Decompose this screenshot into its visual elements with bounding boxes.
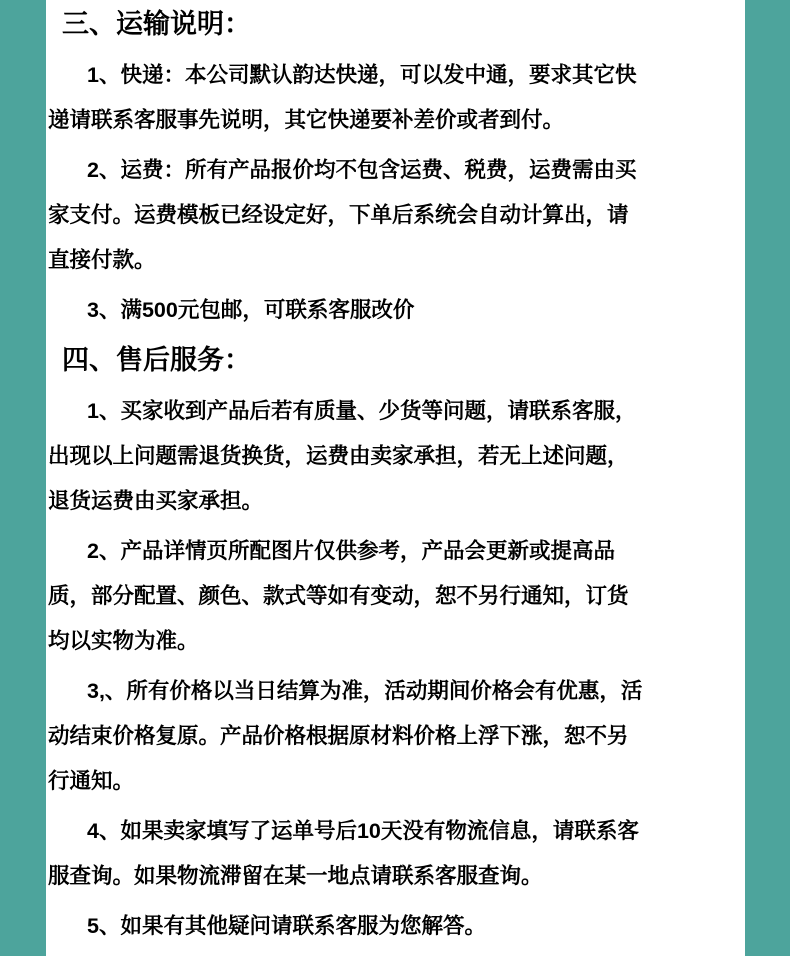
shipping-item-free-shipping: 3、满500元包邮，可联系客服改价 bbox=[87, 298, 415, 322]
left-margin-bar bbox=[0, 0, 46, 956]
after-sales-item-images-reference: 2、产品详情页所配图片仅供参考，产品会更新或提高品质，部分配置、颜色、款式等如有变动，恕不另行通知，订货均以实物为准。 bbox=[48, 539, 629, 653]
after-sales-item-logistics: 4、如果卖家填写了运单号后10天没有物流信息，请联系客服查询。如果物流滞留在某一地点请联系客服查询。 bbox=[48, 819, 639, 888]
section-after-sales-service bbox=[48, 338, 648, 949]
notice-content bbox=[46, 0, 745, 956]
after-sales-item-other-questions: 5、如果有其他疑问请联系客服为您解答。 bbox=[87, 914, 486, 938]
shipping-item-freight: 2、运费：所有产品报价均不包含运费、税费，运费需由买家支付。运费模板已经设定好，下单后系统会自动计算出，请直接付款。 bbox=[48, 158, 637, 272]
after-sales-section-heading: 四、售后服务： bbox=[62, 345, 251, 375]
shipping-item-express: 1、快递：本公司默认韵达快递，可以发中通，要求其它快递请联系客服事先说明，其它快递要补差价或者到付。 bbox=[48, 63, 637, 132]
shipping-section-heading: 三、运输说明： bbox=[62, 9, 251, 39]
after-sales-item-quality-issues: 1、买家收到产品后若有质量、少货等问题，请联系客服，出现以上问题需退货换货，运费由卖家承担，若无上述问题，退货运费由买家承担。 bbox=[48, 399, 637, 513]
section-shipping-instructions bbox=[48, 2, 648, 333]
after-sales-item-pricing: 3,、所有价格以当日结算为准，活动期间价格会有优惠，活动结束价格复原。产品价格根据原材料价格上浮下涨，恕不另行通知。 bbox=[48, 679, 643, 793]
right-margin-bar bbox=[745, 0, 790, 956]
